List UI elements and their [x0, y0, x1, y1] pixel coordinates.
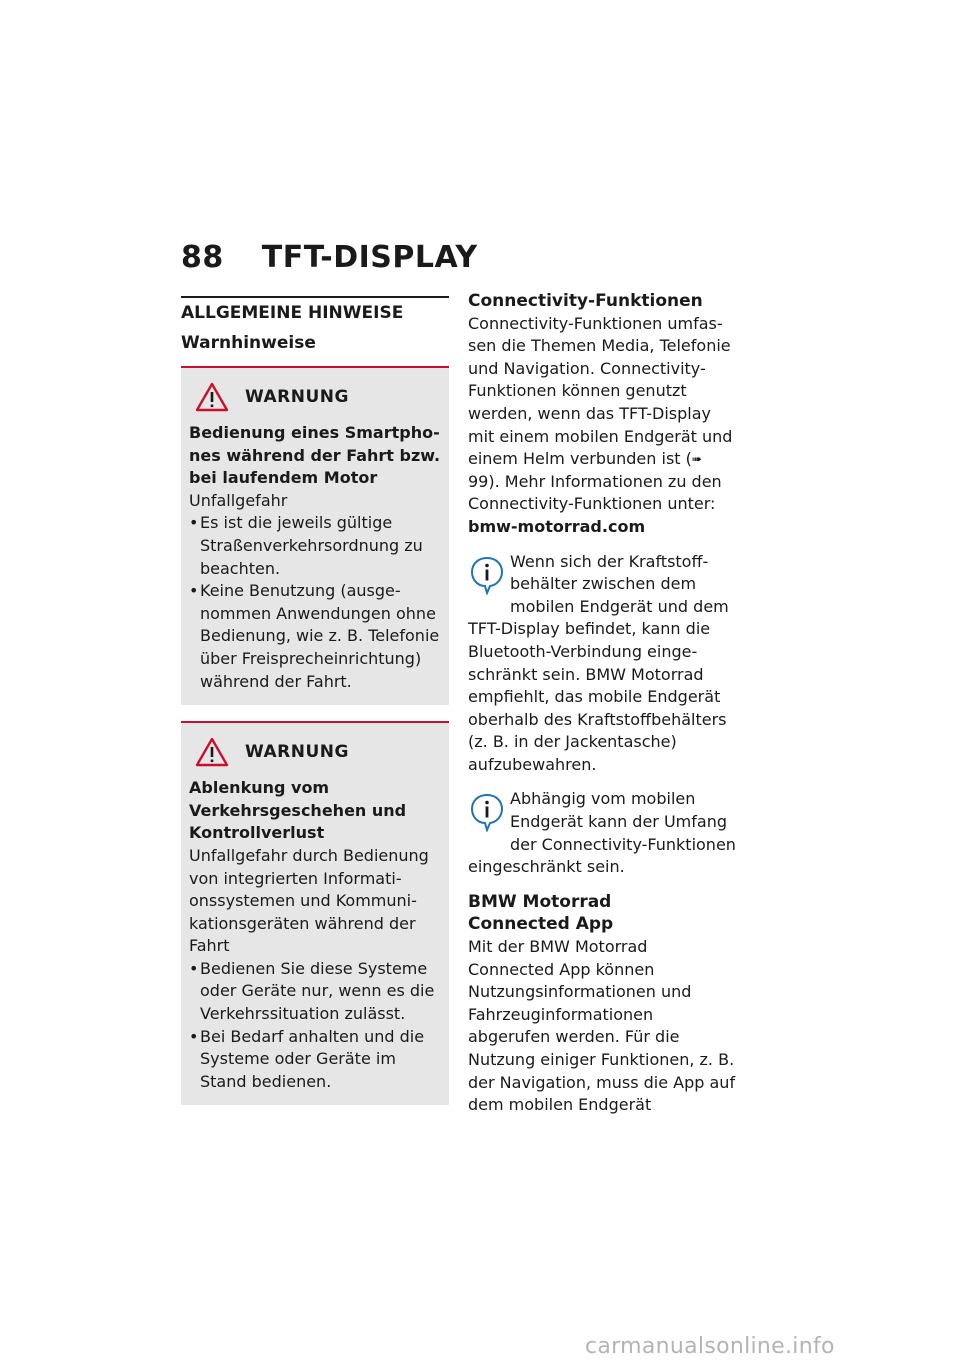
info-icon — [468, 555, 506, 595]
warning-bullets — [189, 958, 441, 1094]
connectivity-title: Connectivity-Funktionen — [468, 291, 703, 311]
warning-cause: Ablenkung vom Verkehrsgeschehen und Kontrollverlust — [189, 778, 407, 843]
info-text: Wenn sich der Kraftstoffbehälter zwischen dem mobilen Endgerät und dem TFT-Display befindet, kann die Bluetooth-Verbindung eingeschränkt sein. BMW Motorrad empfiehlt, das mobile Endgerät oberhalb des Kraftstoffbehälters (z. B. in der Jackentasche) aufzubewahren. — [468, 551, 729, 774]
watermark: carmanualsonline.info — [585, 1334, 835, 1359]
warning-label: WARNUNG — [245, 741, 349, 762]
app-text: Mit der BMW Motorrad Connected App können Nutzungsinformationen und Fahrzeuginformationen abgerufen werden. Für die Nutzung einiger Funktionen, z. B. der Navigation, muss die App auf dem mobilen Endgerät — [468, 937, 736, 1115]
spacer — [468, 879, 736, 891]
sub-title: Warnhinweise — [181, 333, 316, 353]
warning-box-2 — [181, 721, 449, 1105]
page-reference-arrow-icon: ➠ — [691, 452, 702, 467]
page-header — [181, 240, 478, 275]
list-item: • Bedienen Sie diese Systeme oder Geräte nur, wenn es die Verkehrssituation zulässt. — [189, 958, 441, 1026]
page-number: 88 — [181, 240, 224, 275]
section-rule — [181, 296, 449, 298]
warning-header — [189, 737, 441, 767]
warning-triangle-icon — [195, 737, 229, 767]
section-title: ALLGEMEINE HINWEISE — [181, 303, 404, 323]
info-note-1 — [468, 551, 736, 777]
right-column — [468, 290, 736, 1117]
info-icon — [468, 792, 506, 832]
connectivity-text-part: Connectivity-Funktionen umfassen die Themen Media, Telefonie und Navigation. Connectivity-Funktionen können genutzt werden, wenn das TFT-Display mit einem mobilen Endgerät und einem Helm verbunden ist ( — [468, 313, 733, 469]
list-item: • Es ist die jeweils gültige Straßenverkehrsordnung zu beachten. — [189, 512, 441, 580]
website-link[interactable]: bmw-motorrad.com — [468, 516, 646, 536]
app-title-line-2: Connected App — [468, 914, 614, 935]
warning-triangle-icon — [195, 382, 229, 412]
warning-cause: Bedienung eines Smartphones während der Fahrt bzw. bei laufendem Motor — [189, 423, 441, 488]
warning-effect: Unfallgefahr — [189, 490, 288, 510]
warning-bullets — [189, 512, 441, 693]
warning-header — [189, 382, 441, 412]
warning-effect: Unfallgefahr durch Bedienung von integrierten Informationssystemen und Kommunikationsgeräten während der Fahrt — [189, 845, 429, 956]
info-note-2 — [468, 788, 736, 878]
app-title — [468, 891, 736, 936]
info-text: Abhängig vom mobilen Endgerät kann der Umfang der Connectivity-Funktionen eingeschränkt sein. — [468, 789, 736, 877]
page-reference[interactable]: 99 — [468, 471, 489, 491]
list-item: • Bei Bedarf anhalten und die Systeme oder Geräte im Stand bedienen. — [189, 1026, 441, 1094]
list-item: • Keine Benutzung (ausgenommen Anwendungen ohne Bedienung, wie z. B. Telefonie über Freisprecheinrichtung) während der Fahrt. — [189, 580, 441, 693]
warning-label: WARNUNG — [245, 386, 349, 407]
connectivity-text — [468, 313, 736, 539]
app-title-line-1: BMW Motorrad — [468, 891, 612, 912]
warning-box-1 — [181, 366, 449, 705]
left-column — [181, 296, 449, 1105]
connectivity-text-part: ). Mehr Informationen zu den Connectivity-Funktionen unter: — [468, 471, 722, 514]
page-title: TFT-DISPLAY — [261, 240, 478, 275]
